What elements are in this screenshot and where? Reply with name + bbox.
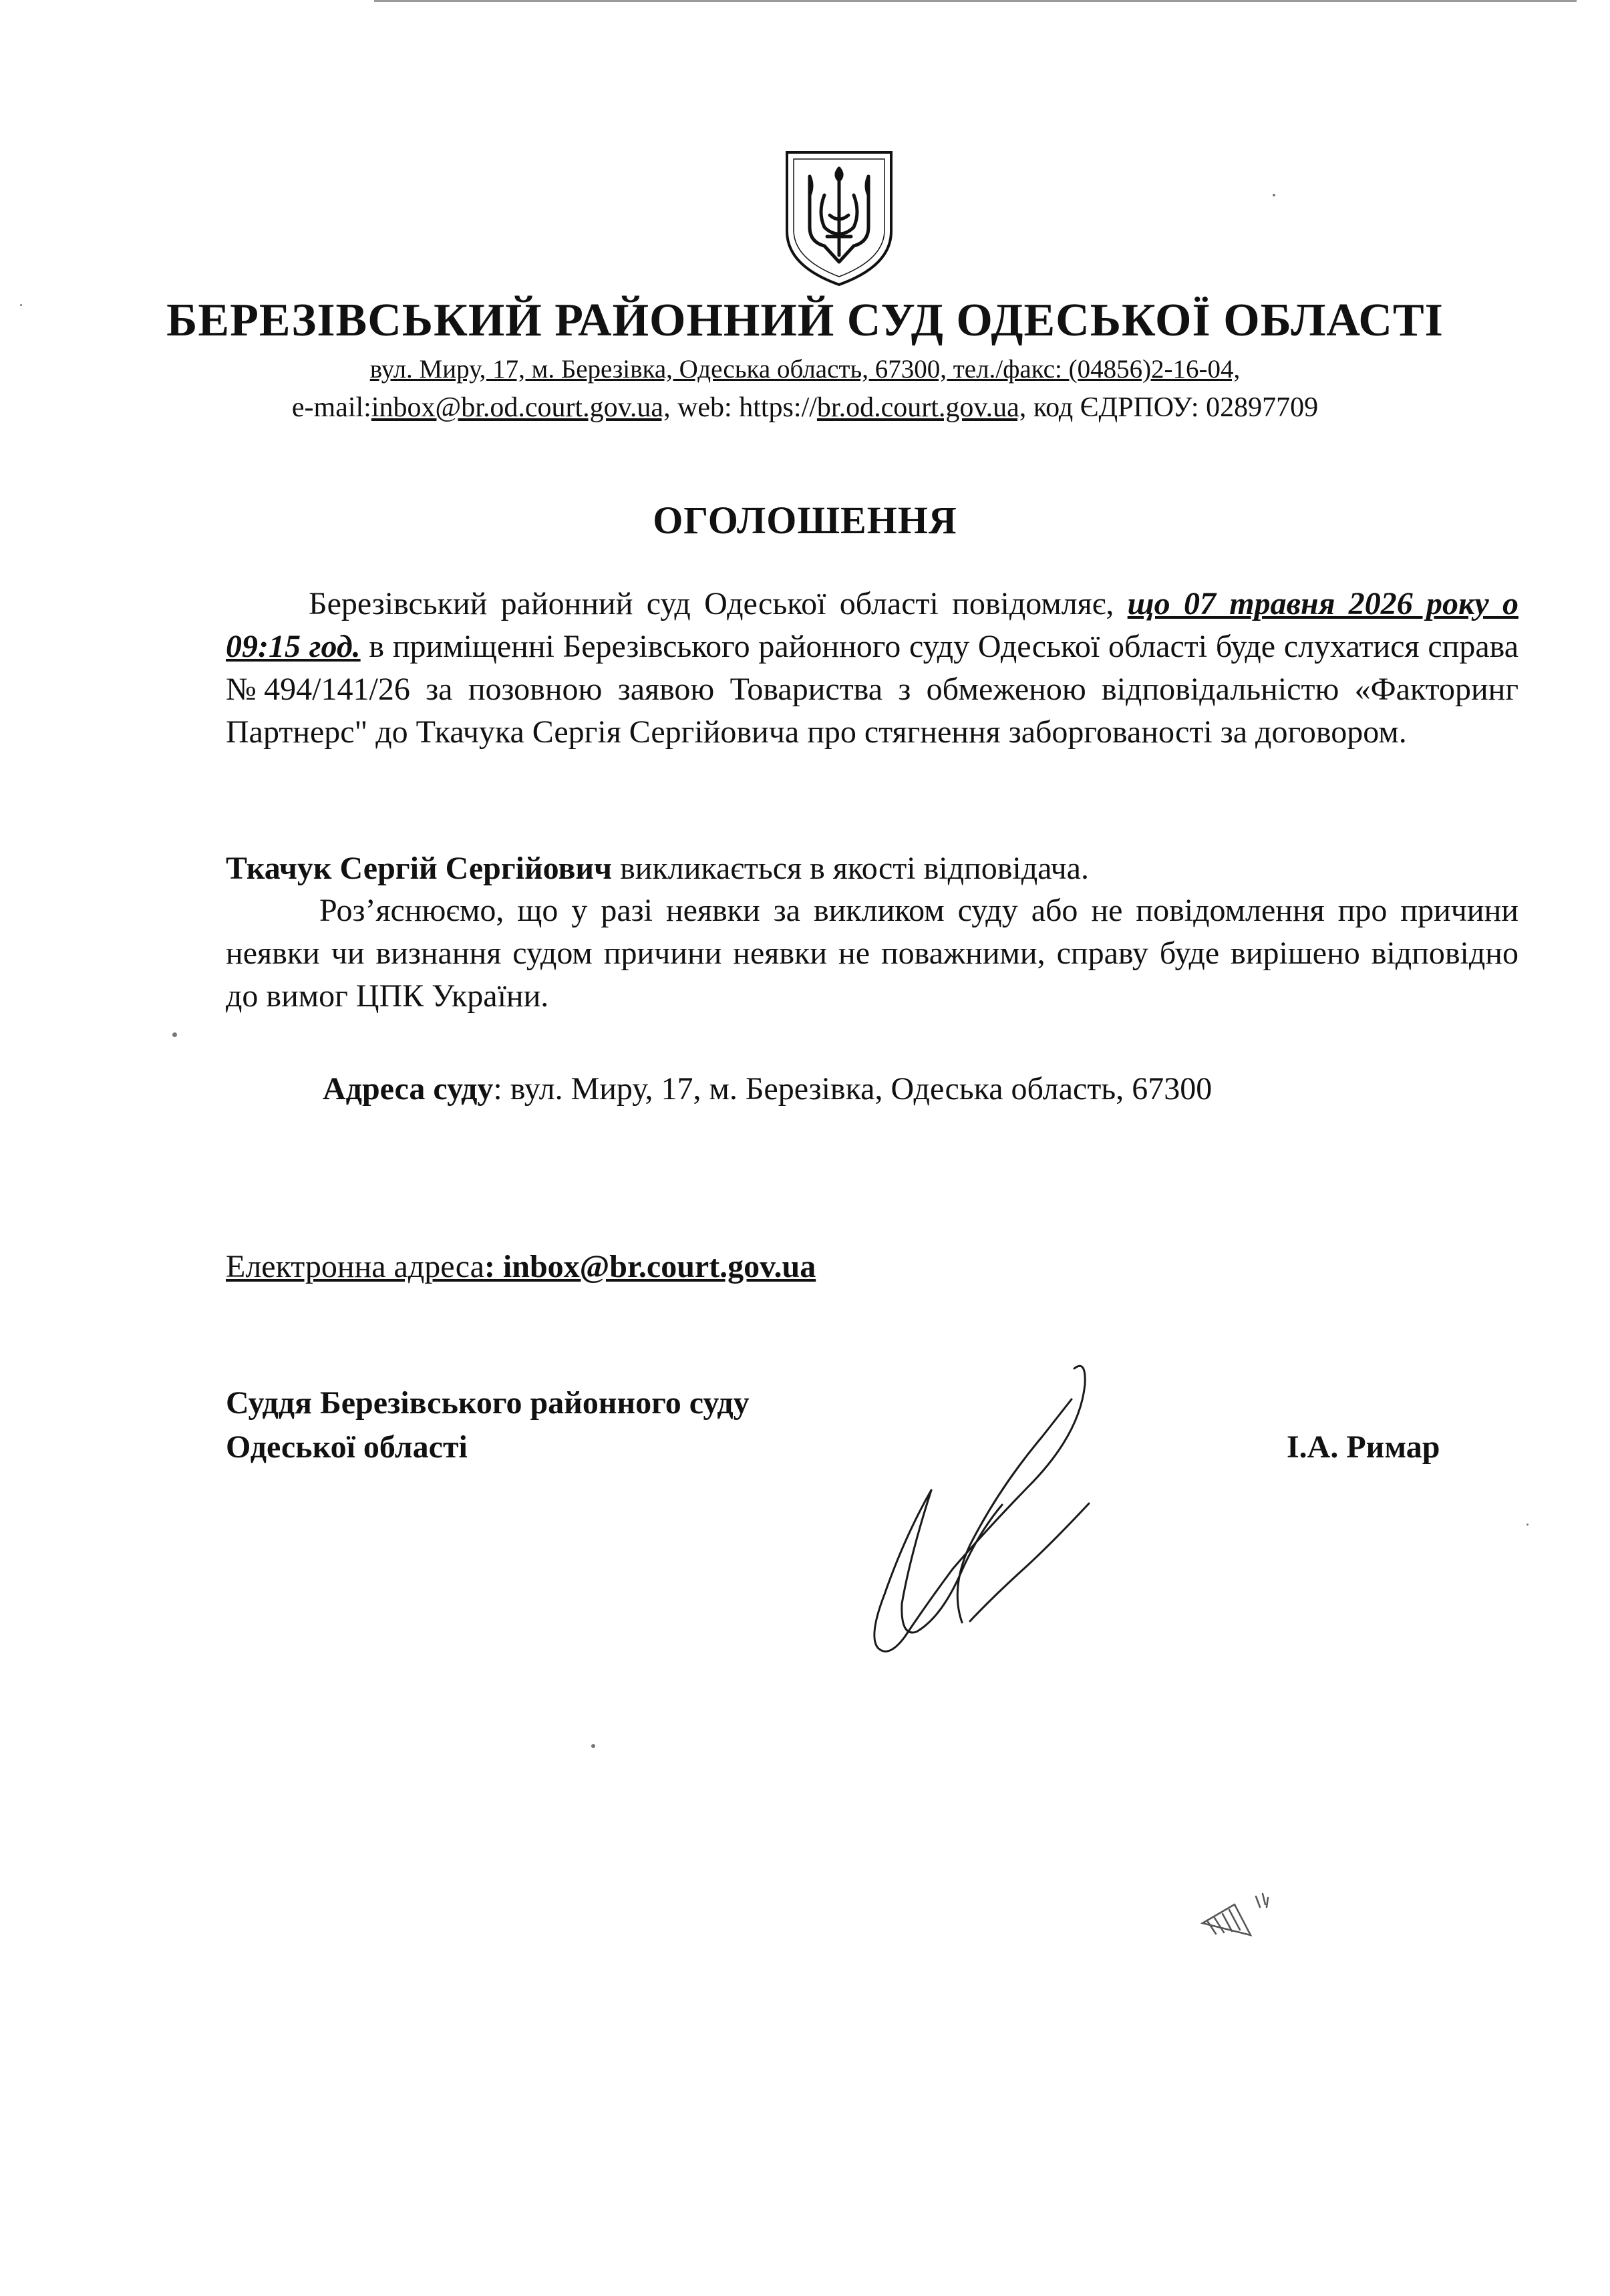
scan-top-border <box>374 0 1577 2</box>
stamp-mark-icon <box>1196 1884 1276 1951</box>
judge-name: І.А. Римар <box>1287 1429 1440 1465</box>
announcement-paragraph <box>226 583 1518 754</box>
court-website-link[interactable]: br.od.court.gov.ua, <box>816 392 1027 423</box>
court-name: БЕРЕЗІВСЬКИЙ РАЙОННИЙ СУД ОДЕСЬКОЇ ОБЛАСТІ <box>166 295 1444 346</box>
court-email-link[interactable]: inbox@br.od.court.gov.ua, <box>371 392 671 423</box>
email-paragraph <box>226 1246 1518 1288</box>
scan-speck <box>172 1032 177 1037</box>
court-address-paragraph <box>226 1068 1518 1111</box>
scan-speck <box>591 1744 595 1748</box>
judge-position-line: Суддя Березівського районного суду <box>226 1385 750 1421</box>
handwritten-signature <box>862 1356 1122 1664</box>
email-label: Електронна адреса <box>226 1249 484 1284</box>
hearing-date: що 07 травня 2026 року о 09:15 год. <box>226 586 1518 664</box>
web-prefix: web: https:// <box>670 392 817 423</box>
judge-position-line: Одеської області <box>226 1429 468 1465</box>
court-address: вул. Миру, 17, м. Березівка, Одеська область, 67300, тел./факс: (04856)2-16-04, <box>369 355 1241 384</box>
case-details: в приміщенні Березівського районного суду Одеської області буде слухатися справа №494/141/26 за позовною заявою Товариства з обмеженою відповідальністю «Факторинг Партнерс" до Ткачука Сергія Сергійовича про стягнення заборгованості за договором. <box>226 629 1518 750</box>
defendant-paragraph <box>226 847 1518 890</box>
defendant-role: викликається в якості відповідача. <box>612 851 1089 886</box>
email-prefix: e-mail: <box>291 392 371 423</box>
address-label: Адреса суду <box>323 1071 494 1107</box>
address-value: : вул. Миру, 17, м. Березівка, Одеська область, 67300 <box>493 1071 1213 1107</box>
coat-of-arms-icon <box>783 148 895 289</box>
judge-position <box>226 1381 750 1469</box>
announcement-intro: Березівський районний суд Одеської області повідомляє, <box>309 586 1128 621</box>
scan-speck <box>1273 194 1275 196</box>
defendant-name: Ткачук Сергій Сергійович <box>226 851 613 886</box>
scan-speck <box>1526 1524 1528 1526</box>
court-contacts <box>0 392 1610 424</box>
document-title: ОГОЛОШЕННЯ <box>653 498 957 542</box>
edrpou-code: код ЄДРПОУ: 02897709 <box>1026 392 1319 423</box>
explanation-paragraph: Роз’яснюємо, що у разі неявки за викликом суду або не повідомлення про причини неявки чи визнання судом причини неявки не поважними, справу буде вирішено відповідно до вимог ЦПК України. <box>226 893 1518 1014</box>
email-value-link[interactable]: : inbox@br.court.gov.ua <box>484 1249 816 1284</box>
